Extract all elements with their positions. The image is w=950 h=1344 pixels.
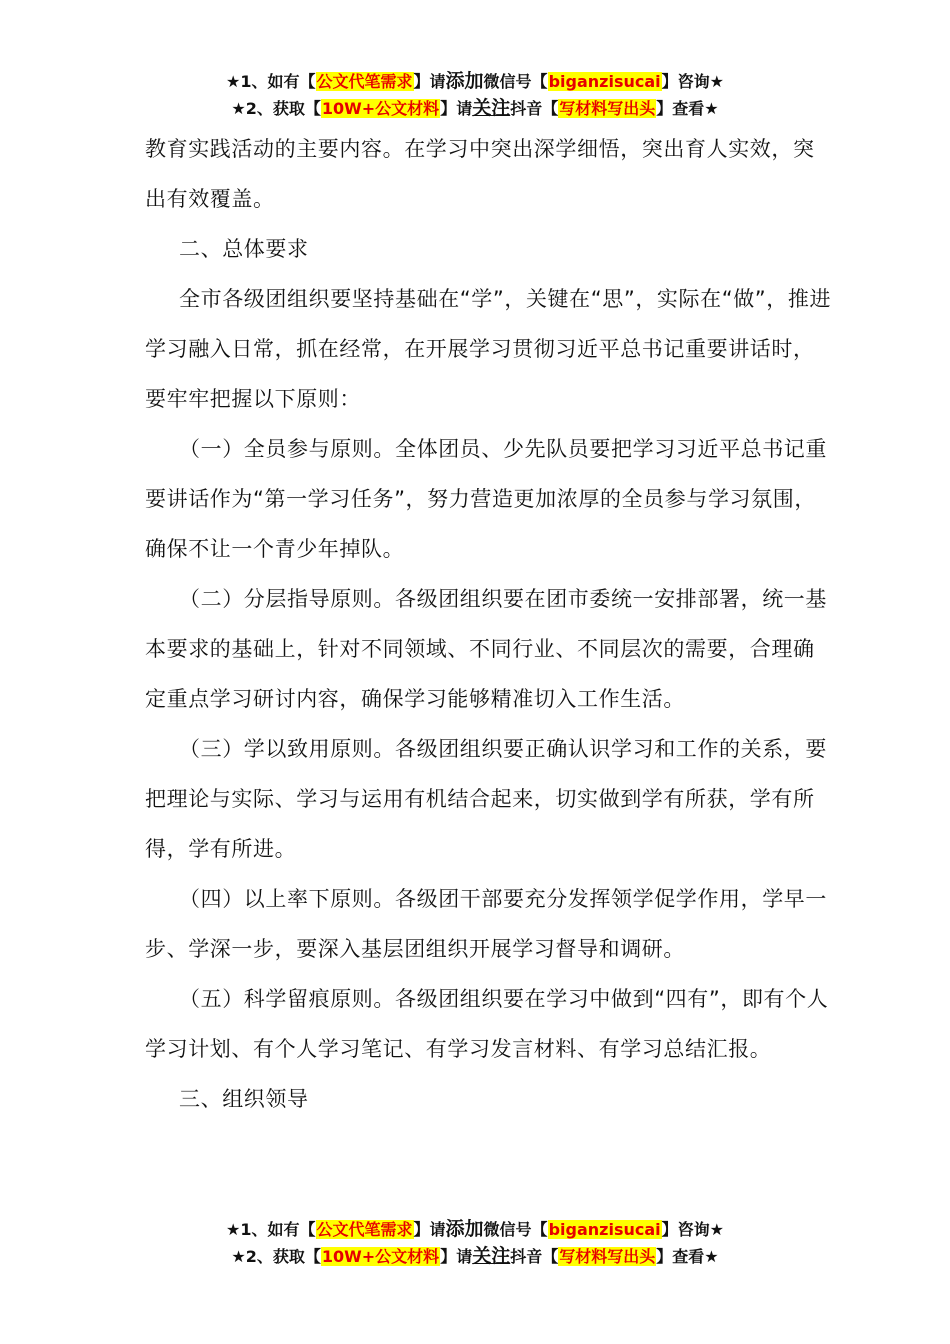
- highlight-service: 公文代笔需求: [316, 72, 413, 91]
- banner-line-2: ★2、获取【10W+公文材料】请关注抖音【写材料写出头】查看★: [231, 97, 719, 119]
- header-banner: [0, 68, 950, 122]
- section-heading-3: 三、组织领导: [179, 1087, 309, 1111]
- wechat-id: biganzisucai: [548, 72, 661, 91]
- principle-2: （二）分层指导原则。各级团组织要在团市委统一安排部署，统一基本要求的基础上，针对不同领域、不同行业、不同层次的需要，合理确定重点学习研讨内容，确保学习能够精准切入工作生活。: [145, 587, 827, 711]
- banner-line-1: ★1、如有【公文代笔需求】请添加微信号【biganzisucai】咨询★: [226, 70, 724, 92]
- section-heading-2: 二、总体要求: [179, 237, 309, 261]
- highlight-service: 公文代笔需求: [316, 1220, 413, 1239]
- document-body: [145, 124, 835, 1124]
- footer-line-2: ★2、获取【10W+公文材料】请关注抖音【写材料写出头】查看★: [231, 1245, 719, 1267]
- highlight-materials: 10W+公文材料: [321, 1247, 440, 1266]
- footer-line-1: ★1、如有【公文代笔需求】请添加微信号【biganzisucai】咨询★: [226, 1218, 724, 1240]
- paragraph-overview: 全市各级团组织要坚持基础在“学”，关键在“思”，实际在“做”，推进学习融入日常，抓在经常，在开展学习贯彻习近平总书记重要讲话时，要牢牢把握以下原则：: [145, 287, 832, 411]
- douyin-account: 写材料写出头: [559, 99, 656, 118]
- principle-5: （五）科学留痕原则。各级团组织要在学习中做到“四有”，即有个人学习计划、有个人学习笔记、有学习发言材料、有学习总结汇报。: [145, 987, 829, 1061]
- principle-1: （一）全员参与原则。全体团员、少先队员要把学习习近平总书记重要讲话作为“第一学习任务”，努力营造更加浓厚的全员参与学习氛围，确保不让一个青少年掉队。: [145, 437, 827, 561]
- principle-4: （四）以上率下原则。各级团干部要充分发挥领学促学作用，学早一步、学深一步，要深入基层团组织开展学习督导和调研。: [145, 887, 827, 961]
- principle-3: （三）学以致用原则。各级团组织要正确认识学习和工作的关系，要把理论与实际、学习与运用有机结合起来，切实做到学有所获，学有所得，学有所进。: [145, 737, 827, 861]
- paragraph-continuation: 教育实践活动的主要内容。在学习中突出深学细悟，突出育人实效，突出有效覆盖。: [145, 137, 815, 211]
- wechat-id: biganzisucai: [548, 1220, 661, 1239]
- footer-banner: [0, 1216, 950, 1270]
- douyin-account: 写材料写出头: [559, 1247, 656, 1266]
- highlight-materials: 10W+公文材料: [321, 99, 440, 118]
